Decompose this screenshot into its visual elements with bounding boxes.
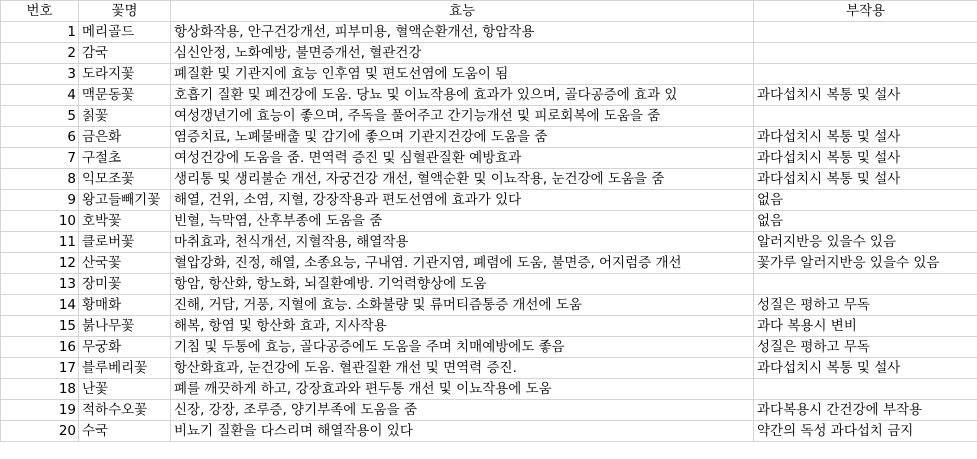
flower-name-cell[interactable]: 붉나무꽃	[79, 316, 171, 337]
side-effect-cell[interactable]: 약간의 독성 과다섭치 금지	[754, 421, 977, 442]
table-row	[1, 106, 977, 127]
effect-cell[interactable]: 생리통 및 생리불순 개선, 자궁건강 개선, 혈액순환 및 이뇨작용, 눈건강에 도움을 줌	[171, 169, 754, 190]
side-effect-cell[interactable]: 과다 복용시 변비	[754, 316, 977, 337]
effect-cell[interactable]: 폐질환 및 기관지에 효능 인후염 및 편도선염에 도움이 됨	[171, 64, 754, 85]
table-row	[1, 337, 977, 358]
side-effect-cell[interactable]: 성질은 평하고 무독	[754, 295, 977, 316]
table-row	[1, 400, 977, 421]
header-row	[1, 1, 977, 22]
row-number-cell[interactable]: 17	[1, 358, 79, 379]
flower-name-cell[interactable]: 구절초	[79, 148, 171, 169]
row-number-cell[interactable]: 1	[1, 22, 79, 43]
row-number-cell[interactable]: 16	[1, 337, 79, 358]
row-number-cell[interactable]: 9	[1, 190, 79, 211]
table-body	[1, 22, 977, 442]
row-number-cell[interactable]: 14	[1, 295, 79, 316]
row-number-cell[interactable]: 3	[1, 64, 79, 85]
flower-name-cell[interactable]: 감국	[79, 43, 171, 64]
row-number-cell[interactable]: 4	[1, 85, 79, 106]
row-number-cell[interactable]: 12	[1, 253, 79, 274]
table-row	[1, 316, 977, 337]
header-side-effect[interactable]: 부작용	[754, 1, 977, 22]
table-row	[1, 379, 977, 400]
flower-name-cell[interactable]: 난꽃	[79, 379, 171, 400]
row-number-cell[interactable]: 19	[1, 400, 79, 421]
row-number-cell[interactable]: 11	[1, 232, 79, 253]
row-number-cell[interactable]: 6	[1, 127, 79, 148]
flower-name-cell[interactable]: 수국	[79, 421, 171, 442]
table-row	[1, 421, 977, 442]
effect-cell[interactable]: 항산화효과, 눈건강에 도움. 혈관질환 개선 및 면역력 증진.	[171, 358, 754, 379]
effect-cell[interactable]: 신장, 강장, 조루증, 양기부족에 도움을 줌	[171, 400, 754, 421]
row-number-cell[interactable]: 15	[1, 316, 79, 337]
effect-cell[interactable]: 여성갱년기에 효능이 좋으며, 주독을 풀어주고 간기능개선 및 피로회복에 도움을 줌	[171, 106, 754, 127]
flower-name-cell[interactable]: 익모조꽃	[79, 169, 171, 190]
row-number-cell[interactable]: 13	[1, 274, 79, 295]
row-number-cell[interactable]: 20	[1, 421, 79, 442]
row-number-cell[interactable]: 18	[1, 379, 79, 400]
table-row	[1, 127, 977, 148]
side-effect-cell[interactable]: 없음	[754, 190, 977, 211]
table-row	[1, 274, 977, 295]
side-effect-cell[interactable]: 과다섭치시 복통 및 설사	[754, 358, 977, 379]
flower-name-cell[interactable]: 클로버꽃	[79, 232, 171, 253]
row-number-cell[interactable]: 5	[1, 106, 79, 127]
effect-cell[interactable]: 심신안정, 노화예방, 불면증개선, 혈관건강	[171, 43, 754, 64]
effect-cell[interactable]: 염증치료, 노폐물배출 및 감기에 좋으며 기관지건강에 도움을 줌	[171, 127, 754, 148]
table-row	[1, 85, 977, 106]
side-effect-cell[interactable]: 과다섭치시 복통 및 설사	[754, 127, 977, 148]
side-effect-cell[interactable]: 과다섭치시 복통 및 설사	[754, 148, 977, 169]
flower-name-cell[interactable]: 장미꽃	[79, 274, 171, 295]
side-effect-cell[interactable]: 알러지반응 있을수 있음	[754, 232, 977, 253]
effect-cell[interactable]: 혈압강화, 진정, 해열, 소종요능, 구내염. 기관지염, 폐렴에 도움, 불면증, 어지럼증 개선	[171, 253, 754, 274]
flower-name-cell[interactable]: 왕고들빼기꽃	[79, 190, 171, 211]
flower-name-cell[interactable]: 맥문동꽃	[79, 85, 171, 106]
flower-name-cell[interactable]: 황매화	[79, 295, 171, 316]
side-effect-cell[interactable]	[754, 379, 977, 400]
flower-name-cell[interactable]: 칡꽃	[79, 106, 171, 127]
table-row	[1, 43, 977, 64]
effect-cell[interactable]: 해복, 항염 및 항산화 효과, 지사작용	[171, 316, 754, 337]
side-effect-cell[interactable]	[754, 274, 977, 295]
table-row	[1, 148, 977, 169]
row-number-cell[interactable]: 10	[1, 211, 79, 232]
flower-name-cell[interactable]: 호박꽃	[79, 211, 171, 232]
table-row	[1, 253, 977, 274]
side-effect-cell[interactable]: 과다복용시 간건강에 부작용	[754, 400, 977, 421]
table-row	[1, 169, 977, 190]
side-effect-cell[interactable]	[754, 22, 977, 43]
table-row	[1, 295, 977, 316]
effect-cell[interactable]: 항암, 항산화, 항노화, 뇌질환예방. 기억력향상에 도움	[171, 274, 754, 295]
header-flower-name[interactable]: 꽃명	[79, 1, 171, 22]
effect-cell[interactable]: 해열, 건위, 소염, 지혈, 강장작용과 편도선염에 효과가 있다	[171, 190, 754, 211]
side-effect-cell[interactable]	[754, 64, 977, 85]
side-effect-cell[interactable]	[754, 106, 977, 127]
effect-cell[interactable]: 마취효과, 천식개선, 지혈작용, 해열작용	[171, 232, 754, 253]
effect-cell[interactable]: 비뇨기 질환을 다스리며 해열작용이 있다	[171, 421, 754, 442]
side-effect-cell[interactable]: 과다섭치시 복통 및 설사	[754, 169, 977, 190]
effect-cell[interactable]: 기침 및 두통에 효능, 골다공증에도 도움을 주며 치매예방에도 좋음	[171, 337, 754, 358]
side-effect-cell[interactable]	[754, 43, 977, 64]
flower-name-cell[interactable]: 메리골드	[79, 22, 171, 43]
flower-name-cell[interactable]: 무궁화	[79, 337, 171, 358]
header-number[interactable]: 번호	[1, 1, 79, 22]
table-row	[1, 190, 977, 211]
side-effect-cell[interactable]: 성질은 평하고 무독	[754, 337, 977, 358]
effect-cell[interactable]: 진해, 거담, 거풍, 지혈에 효능. 소화불량 및 류머티즘통증 개선에 도움	[171, 295, 754, 316]
table-row	[1, 64, 977, 85]
effect-cell[interactable]: 여성건강에 도움을 줌. 면역력 증진 및 심혈관질환 예방효과	[171, 148, 754, 169]
table-row	[1, 22, 977, 43]
effect-cell[interactable]: 항상화작용, 안구건강개선, 피부미용, 혈액순환개선, 항암작용	[171, 22, 754, 43]
table-row	[1, 211, 977, 232]
row-number-cell[interactable]: 7	[1, 148, 79, 169]
flower-name-cell[interactable]: 도라지꽃	[79, 64, 171, 85]
flower-name-cell[interactable]: 블루베리꽃	[79, 358, 171, 379]
side-effect-cell[interactable]: 꽃가루 알러지반응 있을수 있음	[754, 253, 977, 274]
table-row	[1, 232, 977, 253]
effect-cell[interactable]: 호흡기 질환 및 폐건강에 도움. 당뇨 및 이뇨작용에 효과가 있으며, 골다공증에 효과 있	[171, 85, 754, 106]
row-number-cell[interactable]: 2	[1, 43, 79, 64]
side-effect-cell[interactable]: 과다섭치시 복통 및 설사	[754, 85, 977, 106]
effect-cell[interactable]: 빈혈, 늑막염, 산후부종에 도움을 줌	[171, 211, 754, 232]
side-effect-cell[interactable]: 없음	[754, 211, 977, 232]
row-number-cell[interactable]: 8	[1, 169, 79, 190]
header-effect[interactable]: 효능	[171, 1, 754, 22]
flower-name-cell[interactable]: 적하수오꽃	[79, 400, 171, 421]
flower-name-cell[interactable]: 산국꽃	[79, 253, 171, 274]
flower-name-cell[interactable]: 금은화	[79, 127, 171, 148]
effect-cell[interactable]: 폐를 깨끗하게 하고, 강장효과와 편두통 개선 및 이뇨작용에 도움	[171, 379, 754, 400]
table-row	[1, 358, 977, 379]
